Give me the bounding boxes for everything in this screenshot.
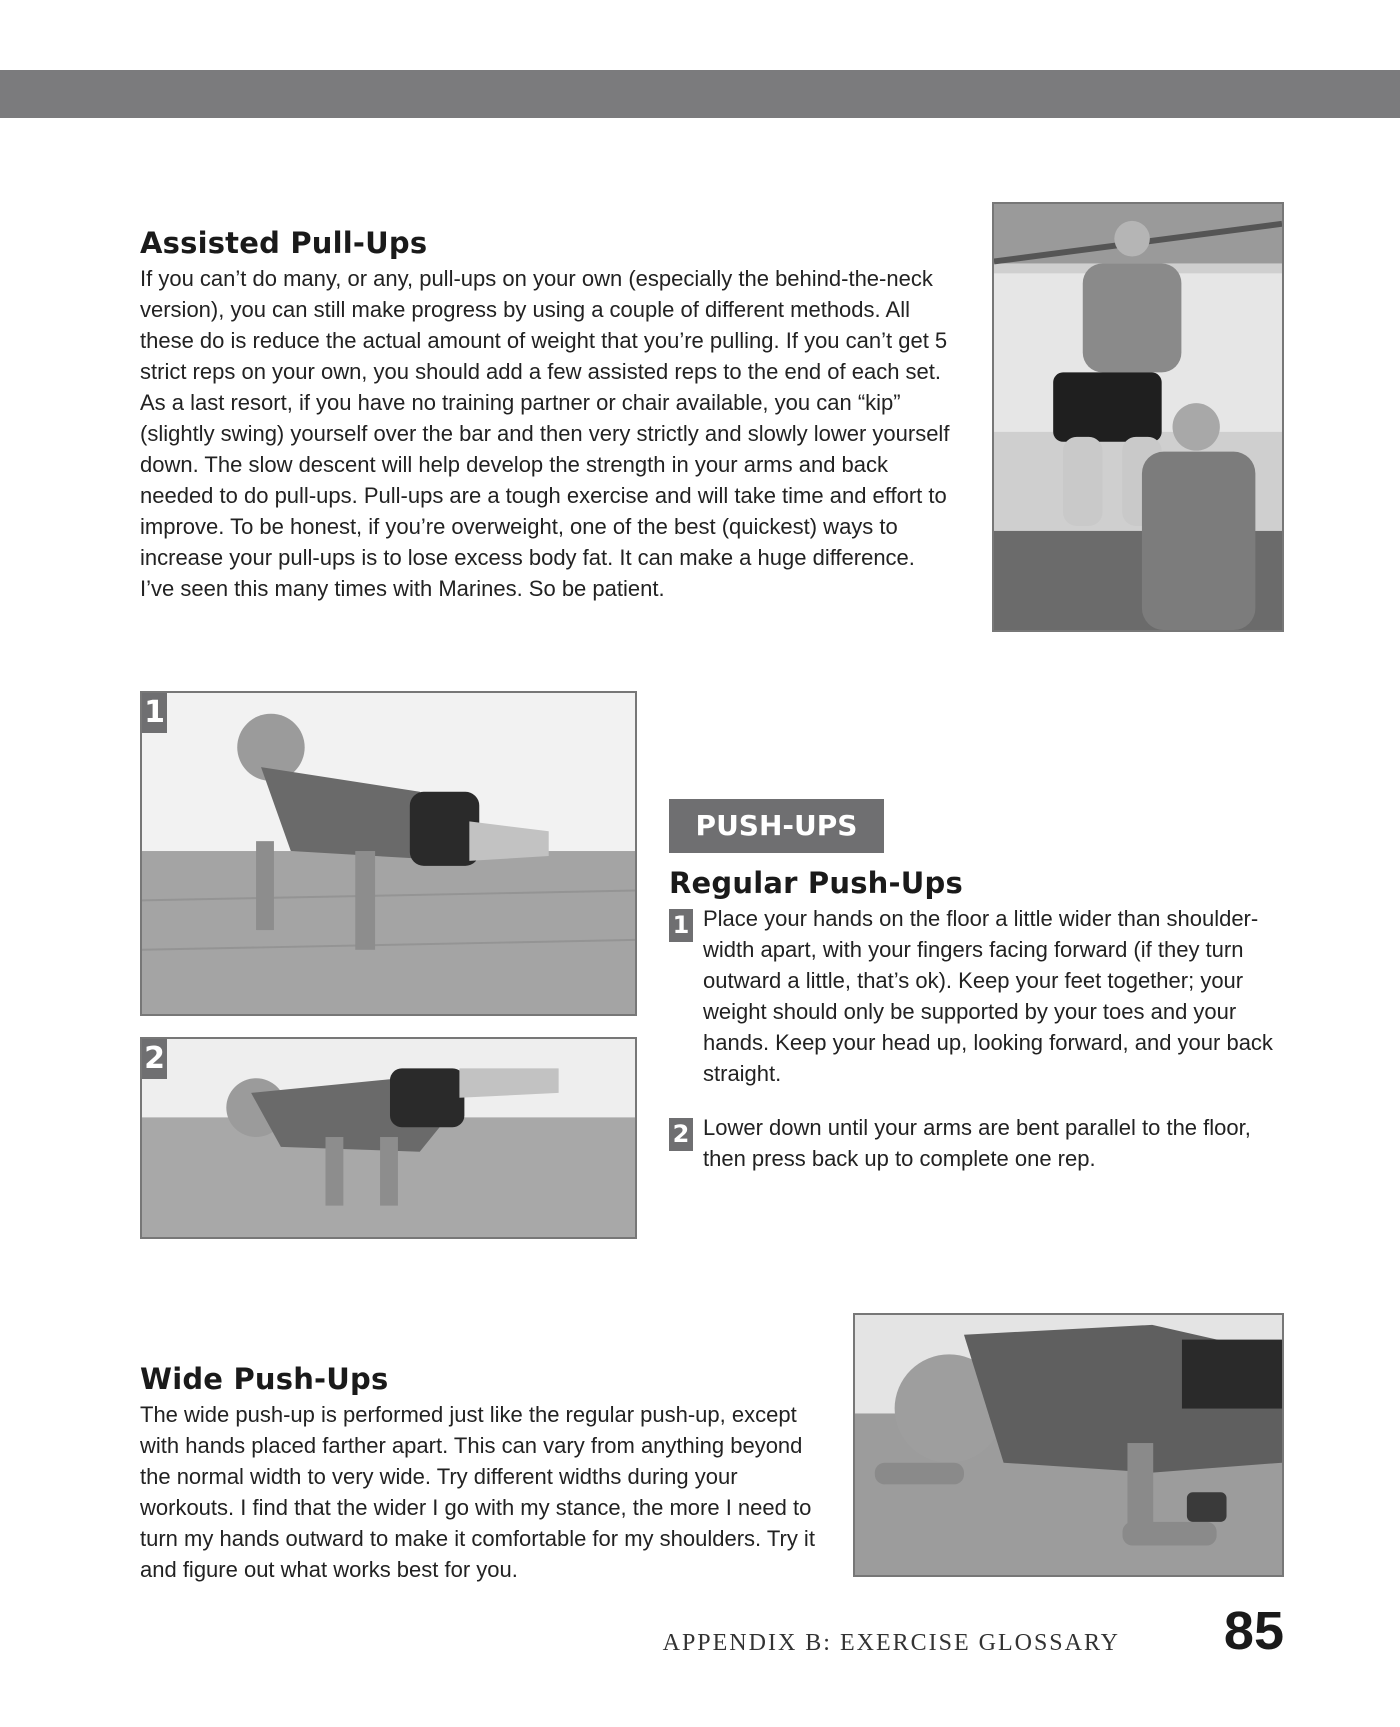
assisted-pullups-heading: Assisted Pull-Ups xyxy=(140,226,428,260)
wide-pushups-body: The wide push-up is performed just like the regular push-up, except with hands placed farther apart. This can vary from anything beyond the normal width to very wide. Try different widths during your workouts. I find that the wider I go with my stance, the more I need to turn my hands outward to make it comfortable for my shoulders. Try it and figure out what works best for you. xyxy=(140,1402,815,1582)
regular-pushups-heading: Regular Push-Ups xyxy=(669,866,963,900)
wide-pushup-photo xyxy=(853,1313,1284,1577)
pushups-section-tag: PUSH-UPS xyxy=(669,799,884,853)
pushup-step-2-photo xyxy=(140,1037,637,1239)
regular-pushups-step-1 xyxy=(669,903,1284,1086)
photo-step-badge-2: 2 xyxy=(142,1039,167,1079)
assisted-pullup-photo xyxy=(992,202,1284,632)
assisted-pullups-body: If you can’t do many, or any, pull-ups on your own (especially the behind-the-neck version), you can still make progress by using a couple of different methods. All these do is reduce the actual amount of weight that you’re pulling. If you can’t get 5 strict reps on your own, you should add a few assisted reps to the end of each set. As a last resort, if you have no training partner or chair available, you can “kip” (slightly swing) yourself over the bar and then very strictly and slowly lower yourself down. The slow descent will help develop the strength in your arms and back needed to do pull-ups. Pull-ups are a tough exercise and will take time and effort to improve. To be honest, if you’re overweight, one of the best (quickest) ways to increase your pull-ups is to lose excess body fat. It can make a huge difference. I’ve seen this many times with Marines. So be patient. xyxy=(140,266,950,601)
photo-step-badge-1: 1 xyxy=(142,693,167,733)
page-number: 85 xyxy=(1223,1601,1284,1661)
running-head: APPENDIX B: EXERCISE GLOSSARY xyxy=(662,1630,1120,1656)
wide-pushups-heading: Wide Push-Ups xyxy=(140,1362,389,1396)
step-number-1: 1 xyxy=(669,909,693,942)
step-1-text: Place your hands on the floor a little wider than shoulder-width apart, with your fingers facing forward (if they turn outward a little, that’s ok). Keep your feet together; your weight should only be supported by your toes and your hands. Keep your head up, looking forward, and your back straight. xyxy=(703,906,1273,1086)
top-header-bar xyxy=(0,70,1400,118)
pushup-step-1-photo xyxy=(140,691,637,1016)
step-2-text: Lower down until your arms are bent parallel to the floor, then press back up to complete one rep. xyxy=(703,1115,1251,1171)
regular-pushups-step-2 xyxy=(669,1112,1284,1178)
step-number-2: 2 xyxy=(669,1118,693,1151)
